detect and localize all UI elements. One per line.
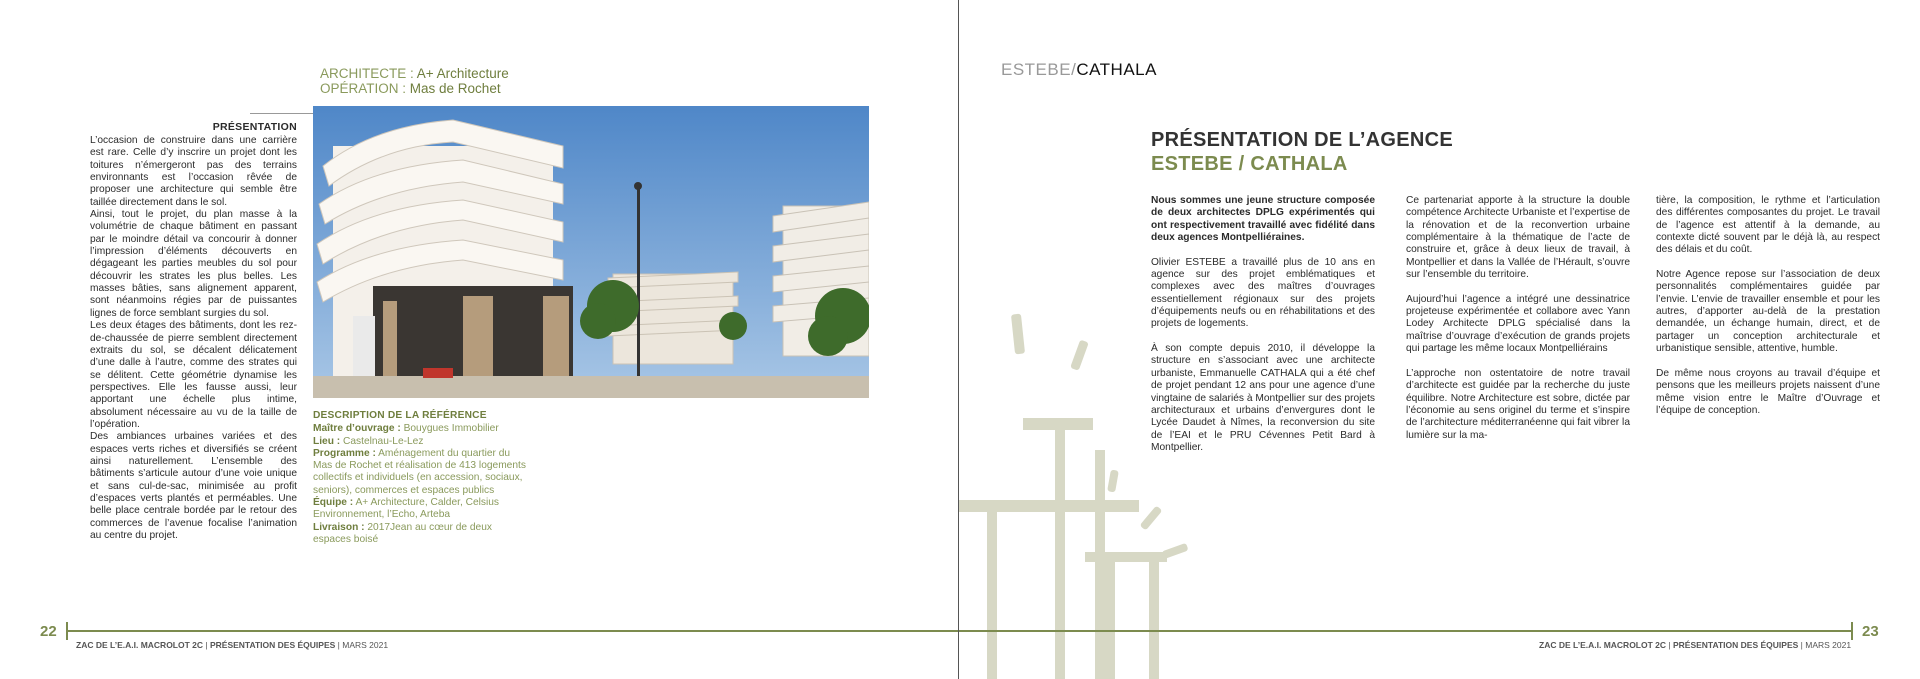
reference-value: Castelnau-Le-Lez: [343, 435, 424, 447]
body-paragraph: Ce partenariat apporte à la structure la double compétence Architecte Urbaniste et l’expertise de la rénovation et de la reconvertion urbaine complémentaire à la thématique de l’acte de construire et, grâce à deux lieux de travail, à Montpellier et dans la Vallée de l’Hérault, s’ouvre sur l’ensemble du territoire.: [1406, 195, 1630, 281]
project-header: [320, 66, 509, 96]
reference-key: Maître d’ouvrage :: [313, 423, 401, 435]
reference-item: [313, 436, 528, 448]
footer-section: PRÉSENTATION DES ÉQUIPES: [209, 640, 336, 650]
reference-description: [313, 410, 528, 546]
presentation-title: PRÉSENTATION: [212, 121, 297, 133]
body-paragraph: De même nous croyons au travail d’équipe et pensons que les meilleurs projets naissent d’une même vision entre le Maître d’Ouvrage et l’équipe de conception.: [1656, 367, 1880, 416]
left-page: [0, 0, 958, 679]
footer-rule: [66, 630, 958, 632]
body-paragraph: Notre Agence repose sur l’association de deux personnalités complémentaires guidée par l’envie. L’envie de travailler ensemble et pour les autres, d’apporter au-delà de la prestation demandée, un échange humain, direct, et de partager un conception architecturale et urbanistique sensible, attentive, humble.: [1656, 269, 1880, 355]
agency-title: PRÉSENTATION DE L’AGENCE: [1151, 129, 1454, 151]
text-column-3: [1656, 195, 1880, 430]
presentation-text: [90, 135, 297, 542]
body-paragraph: Olivier ESTEBE a travaillé plus de 10 ans en agence sur des projet emblématiques et complexes avec des maîtres d’ouvrages essentiellement régionaux sur des projets d’équipements neufs ou en réhabilitations et des projets de logements.: [1151, 256, 1375, 330]
reference-key: Livraison :: [313, 521, 365, 533]
footer-text: ZAC DE L’E.A.I. MACROLOT 2C | PRÉSENTATION DES ÉQUIPES | MARS 2021: [76, 640, 389, 650]
agency-subtitle: ESTEBE / CATHALA: [1151, 153, 1348, 175]
reference-title: DESCRIPTION DE LA RÉFÉRENCE: [313, 410, 487, 421]
reference-item: [313, 448, 528, 497]
presentation-paragraph: Ainsi, tout le projet, du plan masse à la volumétrie de chaque bâtiment en passant par le moindre détail va concourir à donner l’impression d’éléments découverts en dégageant les parties meubles du sol pour découvrir les strates les plus belles. Les masses bâties, sans alignement apparent, sont néanmoins régies par de puissantes lignes de force semblant surgies du sol.: [90, 209, 297, 319]
logo-estebe: ESTEBE/: [1001, 60, 1077, 79]
reference-key: Équipe :: [313, 497, 354, 509]
reference-key: Lieu :: [313, 435, 341, 447]
reference-value: A+ Architecture, Calder, Celsius Environnement, l’Echo, Arteba: [313, 497, 500, 521]
body-paragraph: Aujourd’hui l’agence a intégré une dessinatrice projeteuse expérimentée et collabore avec Yann Lodey Architecte DPLG spécialisé dans la maîtrise d’ouvrage d’exécution de grands projets qui partage les même locaux Montpelliérains: [1406, 293, 1630, 355]
text-column-1: [1151, 195, 1375, 467]
footer-project: ZAC DE L’E.A.I. MACROLOT 2C: [76, 640, 204, 650]
operation-label: OPÉRATION :: [320, 81, 407, 96]
logo-cathala: CATHALA: [1076, 60, 1157, 79]
footer-rule: [959, 630, 1852, 632]
page-number: 23: [1862, 623, 1879, 640]
body-paragraph: L’approche non ostentatoire de notre travail d’architecte est guidée par la recherche du juste équilibre. Notre Architecture est sobre, dictée par l’économie au sens originel du terme et s’inspire de l’architecture méditerranéenne qui fait vibrer la lumière sur la ma-: [1406, 367, 1630, 441]
lead-paragraph: Nous sommes une jeune structure composée de deux architectes DPLG expérimentés qui ont respectivement travaillé avec fidélité dans deux agences Montpelliéraines.: [1151, 195, 1375, 244]
footer-date: MARS 2021: [1805, 640, 1852, 650]
building-illustration: [313, 106, 869, 398]
text-column-2: [1406, 195, 1630, 454]
reference-value: 2017Jean au cœur de deux espaces boisé: [313, 521, 492, 545]
footer-section: PRÉSENTATION DES ÉQUIPES: [1672, 640, 1799, 650]
reference-value: Bouygues Immobilier: [403, 423, 499, 435]
body-paragraph: À son compte depuis 2010, il développe la structure en s’associant avec une architecte urbaniste, Emmanuelle CATHALA qui a été chef de projet pendant 12 ans pour une agence d’une vingtaine de salariés à Montpellier sur des projets architecturaux et urbains d’envergures dont le Lycée Daudet à Nîmes, la reconversion du site de l’EAI et le PRU Cévennes Petit Bard à Montpellier.: [1151, 343, 1375, 453]
architect-value: A+ Architecture: [416, 66, 509, 81]
operation-value: Mas de Rochet: [409, 81, 501, 96]
reference-key: Programme :: [313, 447, 376, 459]
reference-item: [313, 423, 528, 435]
footer-text: ZAC DE L’E.A.I. MACROLOT 2C | PRÉSENTATION DES ÉQUIPES | MARS 2021: [1539, 640, 1852, 650]
body-paragraph: tière, la composition, le rythme et l’articulation des différentes composantes du projet. Le travail de l’agence est attentif à la demande, au contexte dicté souvent par le déjà là, au respect des délais et du coût.: [1656, 195, 1880, 256]
architect-label: ARCHITECTE :: [320, 66, 414, 81]
footer-project: ZAC DE L’E.A.I. MACROLOT 2C: [1539, 640, 1667, 650]
building-photo: [313, 106, 869, 398]
reference-item: [313, 522, 528, 547]
footer-tick: [1851, 622, 1853, 640]
presentation-paragraph: Les deux étages des bâtiments, dont les rez-de-chaussée de pierre semblent directement extraits du sol, se décalent délicatement d’une dalle à l’autre, comme des strates qui se délitent. Cette géométrie dynamise les perspectives. Elle les fausse aussi, leur apportant une échelle plus intime, absolument nécessaire au vu de la taille de l’opération.: [90, 320, 297, 430]
page-number: 22: [40, 623, 57, 640]
reference-value: Aménagement du quartier du Mas de Rochet et réalisation de 413 logements collectifs et individuels (en accession, sociaux, seniors), commerces et espaces publics: [313, 447, 526, 496]
presentation-paragraph: Des ambiances urbaines variées et des espaces verts riches et diversifiés se créent ainsi naturellement. L’ensemble des bâtiments s’articule autour d’une voie unique et sans cul-de-sac, minimisée au profit d’espaces verts plantés et perméables. Une belle place centrale bordée par le retour des commerces de l’avenue focalise l’animation au centre du projet.: [90, 431, 297, 541]
estebe-cathala-logo: [1001, 60, 1157, 80]
footer-date: MARS 2021: [342, 640, 389, 650]
reference-item: [313, 497, 528, 522]
header-rule: [250, 113, 313, 114]
presentation-paragraph: L’occasion de construire dans une carrière est rare. Celle d’y inscrire un projet dont les toitures n’émergeront pas des terrains environnants est l’occasion rêvée de proposer une architecture qui semble être taillée directement dans le sol.: [90, 135, 297, 208]
